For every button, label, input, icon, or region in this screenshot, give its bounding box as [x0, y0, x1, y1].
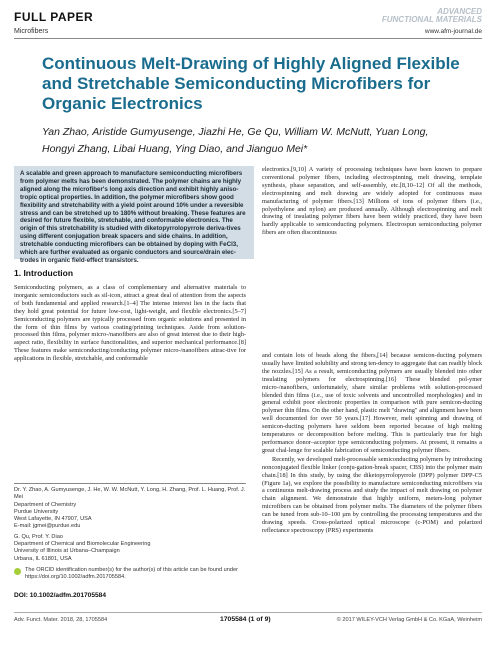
- orcid-note: [14, 567, 246, 582]
- section-label: FULL PAPER: [14, 10, 94, 24]
- journal-logo: [382, 8, 482, 24]
- subject-label: Microfibers: [14, 28, 49, 35]
- footer-page-number: 1705584 (1 of 9): [220, 616, 271, 623]
- body-paragraph: and contain lots of beads along the fibers,[14] because semicon-ducting polymers usually have limited solubility and strong ten-dency to aggregate that can readily block the nozzles.[15] As a result, semiconducting polymers are usually blended into other insulating polymers for electrospinning.[16] These blended pol-ymer micro-/nanofibers, unfortunately, share similar problems with solution-processed blended thin films (i.e., use of toxic solvents and uncontrolled morphologies) and in general exhibit poor electronic properties in comparison with pure semicon-ducting polymer thin films. On the other hand, plastic melt "drawing" and alignment have been well documented for over 50 years.[17] However, melt spinning and drawing of semicon-ducting polymers have seldom been reported because of high melting temperatures or decomposition before melting. This is particularly true for high performance donor–acceptor type semiconducting polymers. At present, it remains a great chal-lenge for scalable fabrication of semiconducting polymer fibers.: [262, 352, 482, 454]
- affiliation-email[interactable]: E-mail: jgmei@purdue.edu: [14, 523, 81, 530]
- affiliation-dept-2: Department of Chemical and Biomolecular Engineering: [14, 541, 151, 548]
- body-column-left: [14, 284, 246, 364]
- orcid-icon: [14, 568, 21, 575]
- body-column-right: [262, 352, 482, 536]
- abstract-box: A scalable and green approach to manufacture semiconducting microfibers from polymer melts has been demonstrated. The polymer chains are highly aligned along the microfiber's long axis direction and exhibit highly aniso-tropic optical properties. In addition, the polymer microfibers show good flexibility and stretchability with a yield point around 10% under a reversible stress and can be stretched up to 180% without breaking. These features are desired for future flexible, stretchable, and conformable electronics. The origin of this stretchability is studied with diketopyrrolopyrrole deriva-tives using different conjugation break spacers and side chains. In addition, stretchable conducting microfibers can be obtained by doping with FeCl3, which are further evaluated as organic conductors and source/drain elec-trodes in organic field-effect transistors.: [14, 166, 254, 259]
- affiliation-city-1: West Lafayette, IN 47907, USA: [14, 516, 92, 523]
- footer-divider: [14, 612, 482, 613]
- body-paragraph: Semiconducting polymers, as a class of complementary and alternative materials to inorganic semiconductors such as sil-icon, attract a great deal of attention from the aspects of both fundamental and applied research.[1–4] The intense interest lies in the facts that they hold great potential for future low-cost, light-weight, and flexible electronics.[5–7] Semiconducting polymers are typically processed from organic solutions and presented in the form of thin films by various coating/printing techniques. Aside from solution-processed thin films, polymer micro-/nanofibers are also of great interest due to their high-aspect ratio, flexibility in surface functionalities, and superior mechanical performance.[8] These features make semiconducting/conducting polymer micro-/nanofibers attrac-tive for applications in flexible, stretchable, and conformable: [14, 284, 246, 363]
- affiliation-inst-1: Purdue University: [14, 508, 59, 515]
- body-column-right-top: [262, 166, 482, 238]
- journal-logo-line2: FUNCTIONAL MATERIALS: [381, 15, 482, 24]
- journal-url[interactable]: www.afm-journal.de: [424, 28, 482, 35]
- author-list: Yan Zhao, Aristide Gumyusenge, Jiazhi He, Ge Qu, William W. McNutt, Yuan Long, Hongyi Zhang, Libai Huang, Ying Diao, and Jianguo Mei*: [42, 126, 429, 155]
- body-paragraph: electronics.[9,10] A variety of processing techniques have been known to prepare conventional polymer fibers, including electrospinning, melt drawing, template synthesis, phase separation, and self-assembly, etc.[8,10–12] Of all the methods, electrospinning and melt drawing are widely adopted for continuous mass manufacturing of polymer fibers.[13] Millions of tons of polymer fibers (i.e., polyethylene and nylon) are produced annually. Although electrospinning and melt drawing of insulating polymer fibers have been widely practiced, they have been hardly applicable to semiconducting polymers. Electrospun semiconducting polymer fibers are often discontinuous: [262, 166, 482, 237]
- affiliation-city-2: Urbana, IL 61801, USA: [14, 555, 72, 562]
- orcid-text[interactable]: The ORCID identification number(s) for the author(s) of this article can be found under https://doi.org/10.1002/adfm.201705584.: [25, 566, 238, 581]
- affiliation-authors-2: G. Qu, Prof. Y. Diao: [14, 533, 63, 540]
- affiliation-divider: [14, 483, 246, 484]
- footer-copyright: © 2017 WILEY-VCH Verlag GmbH & Co. KGaA, Weinheim: [336, 617, 482, 623]
- affiliation-inst-2: University of Illinois at Urbana–Champaign: [14, 548, 120, 555]
- header-divider: [14, 38, 482, 39]
- affiliations: [14, 487, 246, 582]
- affiliation-authors-1: Dr. Y. Zhao, A. Gumyusenge, J. He, W. W. McNutt, Y. Long, H. Zhang, Prof. L. Huang, Prof. J. Mei: [14, 487, 246, 501]
- doi[interactable]: DOI: 10.1002/adfm.201705584: [14, 592, 107, 599]
- journal-logo-line1: ADVANCED: [437, 7, 482, 16]
- affiliation-dept-1: Department of Chemistry: [14, 501, 77, 508]
- article-title: Continuous Melt-Drawing of Highly Aligned Flexible and Stretchable Semiconducting Microfibers for Organic Electronics: [42, 54, 460, 113]
- section-heading: 1. Introduction: [14, 268, 74, 278]
- body-paragraph: Recently, we developed melt-processable semiconducting polymers by introducing nonconjugated flexible linker (conju-gation-break spacer, CBS) into the polymer main chain.[18] In this study, by using the diketopyrrolopyrrole (DPP) polymer DPP-C5 (Figure 1a), we explore the possibility to manufacture semiconducting microfibers via a continuous melt-drawing process and study the impact of melt drawing on polymer chain alignment. We demonstrate that highly uniform, meters-long polymer microfibers can be obtained from polymer melts. The diameters of the polymer fibers can be tuned from sub-10–100 µm by controlling the processing temperatures and the drawing speeds. Cross-polarized optical microscope (c-POM) and polarized reflectance spectroscopy (PRS) experiments: [262, 455, 482, 534]
- footer-citation: Adv. Funct. Mater. 2018, 28, 1705584: [14, 617, 108, 623]
